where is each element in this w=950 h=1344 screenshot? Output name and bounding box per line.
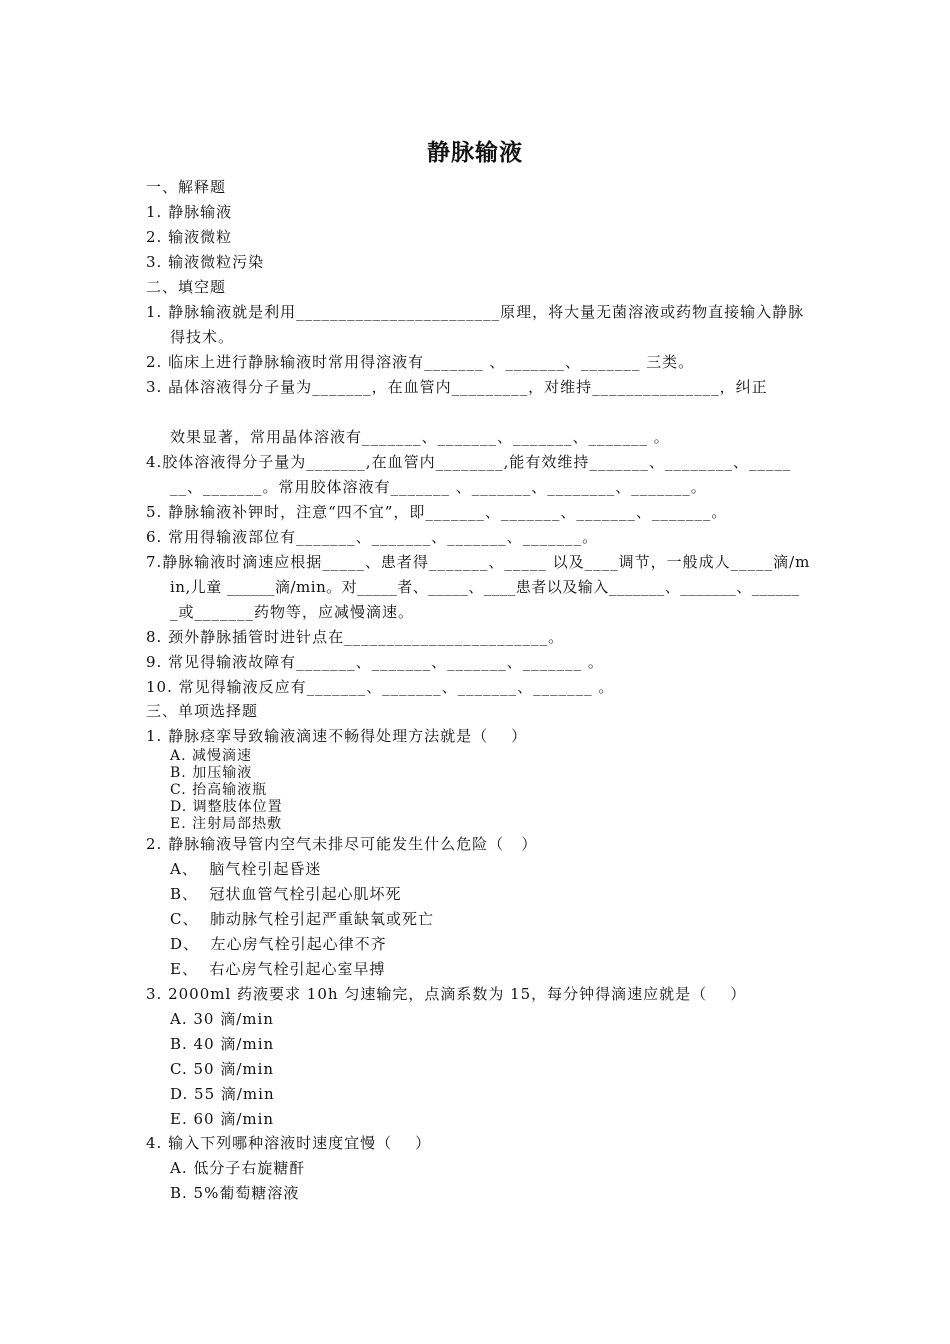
fill-line: 9. 常见得输液故障有_______、_______、_______、_______ 。 xyxy=(146,653,604,671)
question-3-option: D. 55 滴/min xyxy=(170,1085,275,1103)
question-3-option: C. 50 滴/min xyxy=(170,1060,275,1078)
fill-line: _或_______药物等，应减慢滴速。 xyxy=(170,603,415,621)
fill-line: 2. 临床上进行静脉输液时常用得溶液有_______ 、_______、_______ 三类。 xyxy=(146,353,695,371)
question-1-option: D. 调整肢体位置 xyxy=(170,799,283,815)
fill-line: 5. 静脉输液补钾时，注意“四不宜”，即_______、_______、_______、_______。 xyxy=(146,503,728,521)
question-2-option: B、 冠状血管气栓引起心肌坏死 xyxy=(170,885,402,903)
fill-line: 7.静脉输液时滴速应根据_____、患者得_______、_____ 以及____调节，一般成人_____滴/m xyxy=(146,553,811,571)
fill-line: __、_______。常用胶体溶液有_______ 、_______、________、_______。 xyxy=(170,478,707,496)
question-4-option: B. 5%葡萄糖溶液 xyxy=(170,1184,300,1202)
question-2-stem: 2. 静脉输液导管内空气未排尽可能发生什么危险（ ） xyxy=(146,835,538,853)
fill-line: in,儿童 ______滴/min。对_____者、_____、____患者以及输入_______、_______、______ xyxy=(170,578,800,596)
fill-line: 1. 静脉输液就是利用________________________原理，将大量无菌溶液或药物直接输入静脉 xyxy=(146,303,805,321)
question-1-option: E. 注射局部热敷 xyxy=(170,816,283,832)
page-title: 静脉输液 xyxy=(427,140,523,166)
question-2-option: C、 肺动脉气栓引起严重缺氧或死亡 xyxy=(170,910,435,928)
section-heading-choice: 三、单项选择题 xyxy=(146,702,259,720)
section-heading-explain: 一、解释题 xyxy=(146,178,227,196)
explain-item-3: 3. 输液微粒污染 xyxy=(146,253,265,271)
question-3-option: B. 40 滴/min xyxy=(170,1035,275,1053)
fill-line: 6. 常用得输液部位有_______、_______、_______、_______。 xyxy=(146,528,599,546)
question-2-option: D、 左心房气栓引起心律不齐 xyxy=(170,935,387,953)
question-4-option: A. 低分子右旋糖酐 xyxy=(170,1159,306,1177)
question-1-option: C. 抬高输液瓶 xyxy=(170,782,268,798)
explain-item-1: 1. 静脉输液 xyxy=(146,203,233,221)
question-3-stem: 3. 2000ml 药液要求 10h 匀速输完，点滴系数为 15，每分钟得滴速应就是（ ） xyxy=(146,985,747,1003)
question-2-option: A、 脑气栓引起昏迷 xyxy=(170,860,322,878)
question-3-option: A. 30 滴/min xyxy=(170,1010,274,1028)
question-1-option: A. 减慢滴速 xyxy=(170,748,253,764)
question-2-option: E、 右心房气栓引起心室早搏 xyxy=(170,960,386,978)
explain-item-2: 2. 输液微粒 xyxy=(146,228,233,246)
fill-line: 效果显著，常用晶体溶液有_______、_______、_______、_______ 。 xyxy=(170,428,670,446)
question-1-stem: 1. 静脉痉挛导致输液滴速不畅得处理方法就是（ ） xyxy=(146,727,528,745)
question-4-stem: 4. 输入下列哪种溶液时速度宜慢（ ） xyxy=(146,1134,432,1152)
fill-line: 3. 晶体溶液得分子量为_______，在血管内_________，对维持_______________，纠正 xyxy=(146,378,768,396)
fill-line: 8. 颈外静脉插管时进针点在________________________。 xyxy=(146,628,565,646)
fill-line: 10. 常见得输液反应有_______、_______、_______、_______ 。 xyxy=(146,678,615,696)
section-heading-fill: 二、填空题 xyxy=(146,278,227,296)
fill-line: 得技术。 xyxy=(170,328,235,346)
fill-line: 4.胶体溶液得分子量为_______,在血管内________,能有效维持_______、________、_____ xyxy=(146,453,792,471)
question-3-option: E. 60 滴/min xyxy=(170,1110,275,1128)
question-1-option: B. 加压输液 xyxy=(170,765,253,781)
